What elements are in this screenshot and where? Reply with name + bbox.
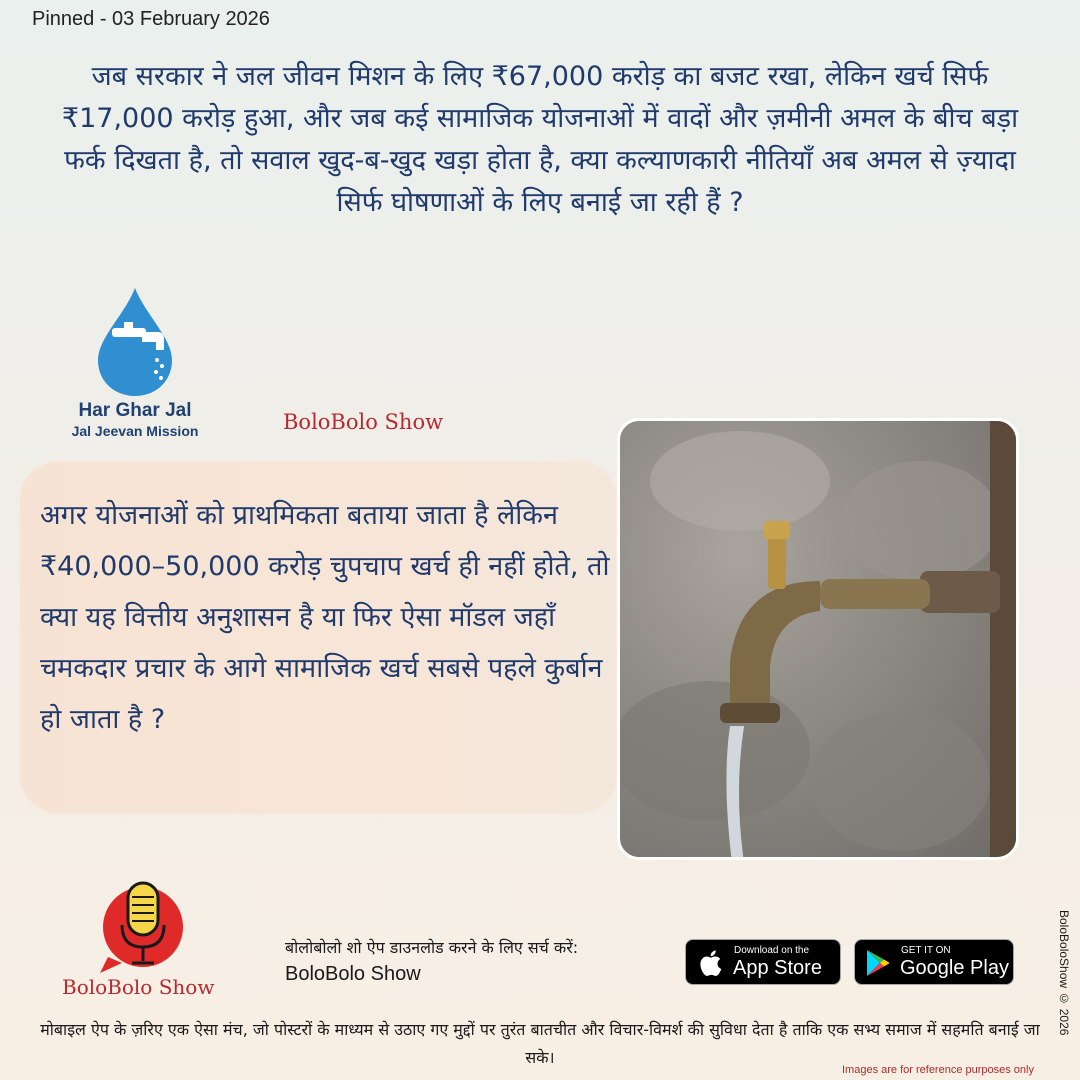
har-ghar-jal-logo bbox=[60, 286, 210, 446]
question-text: अगर योजनाओं को प्राथमिकता बताया जाता है लेकिन ₹40,000–50,000 करोड़ चुपचाप खर्च ही नहीं होते, तो क्या यह वित्तीय अनुशासन है या फिर ऐसा मॉडल जहाँ चमकदार प्रचार के आगे सामाजिक खर्च सबसे पहले कुर्बान हो जाता है ? bbox=[40, 500, 610, 735]
microphone-icon bbox=[98, 875, 188, 975]
apple-icon bbox=[698, 949, 722, 977]
brand-name-bottom: BoloBolo Show bbox=[62, 975, 215, 999]
brand-name-top: BoloBolo Show bbox=[283, 410, 444, 434]
app-search-term: BoloBolo Show bbox=[285, 963, 421, 985]
jal-jeevan-mission-subtitle: Jal Jeevan Mission bbox=[71, 423, 199, 439]
headline: जब सरकार ने जल जीवन मिशन के लिए ₹67,000 करोड़ का बजट रखा, लेकिन खर्च सिर्फ ₹17,000 करोड़ हुआ, और जब कई सामाजिक योजनाओं में वादों और ज़मीनी अमल के बीच बड़ा फर्क दिखता है, तो सवाल खुद-ब-खुद खड़ा होता है, क्या कल्याणकारी नीतियाँ अब अमल से ज़्यादा सिर्फ घोषणाओं के लिए बनाई जा रही हैं ? bbox=[61, 61, 1019, 218]
pinned-date: Pinned - 03 February 2026 bbox=[32, 8, 270, 30]
tap-photo bbox=[617, 418, 1019, 860]
image-disclaimer: Images are for reference purposes only bbox=[842, 1064, 1034, 1076]
har-ghar-jal-title: Har Ghar Jal bbox=[78, 400, 192, 421]
copyright-vertical: BoloBoloShow © 2026 bbox=[1057, 910, 1071, 1036]
google-play-big-text: Google Play bbox=[900, 957, 1009, 979]
google-play-small-text: GET IT ON bbox=[901, 945, 951, 956]
water-drop-tap-icon bbox=[90, 286, 180, 398]
google-play-icon bbox=[865, 949, 891, 977]
footer-description: मोबाइल ऐप के ज़रिए एक ऐसा मंच, जो पोस्टरों के माध्यम से उठाए गए मुद्दों पर तुरंत बातचीत और विचार-विमर्श की सुविधा देता है ताकि एक सभ्य समाज में सहमति बनाई जा सके। bbox=[40, 1020, 1040, 1067]
app-store-button[interactable] bbox=[685, 939, 841, 985]
app-store-big-text: App Store bbox=[733, 957, 822, 979]
app-store-small-text: Download on the bbox=[734, 945, 810, 956]
google-play-button[interactable] bbox=[854, 939, 1014, 985]
app-search-instruction: बोलोबोलो शो ऐप डाउनलोड करने के लिए सर्च करें: bbox=[285, 938, 579, 957]
